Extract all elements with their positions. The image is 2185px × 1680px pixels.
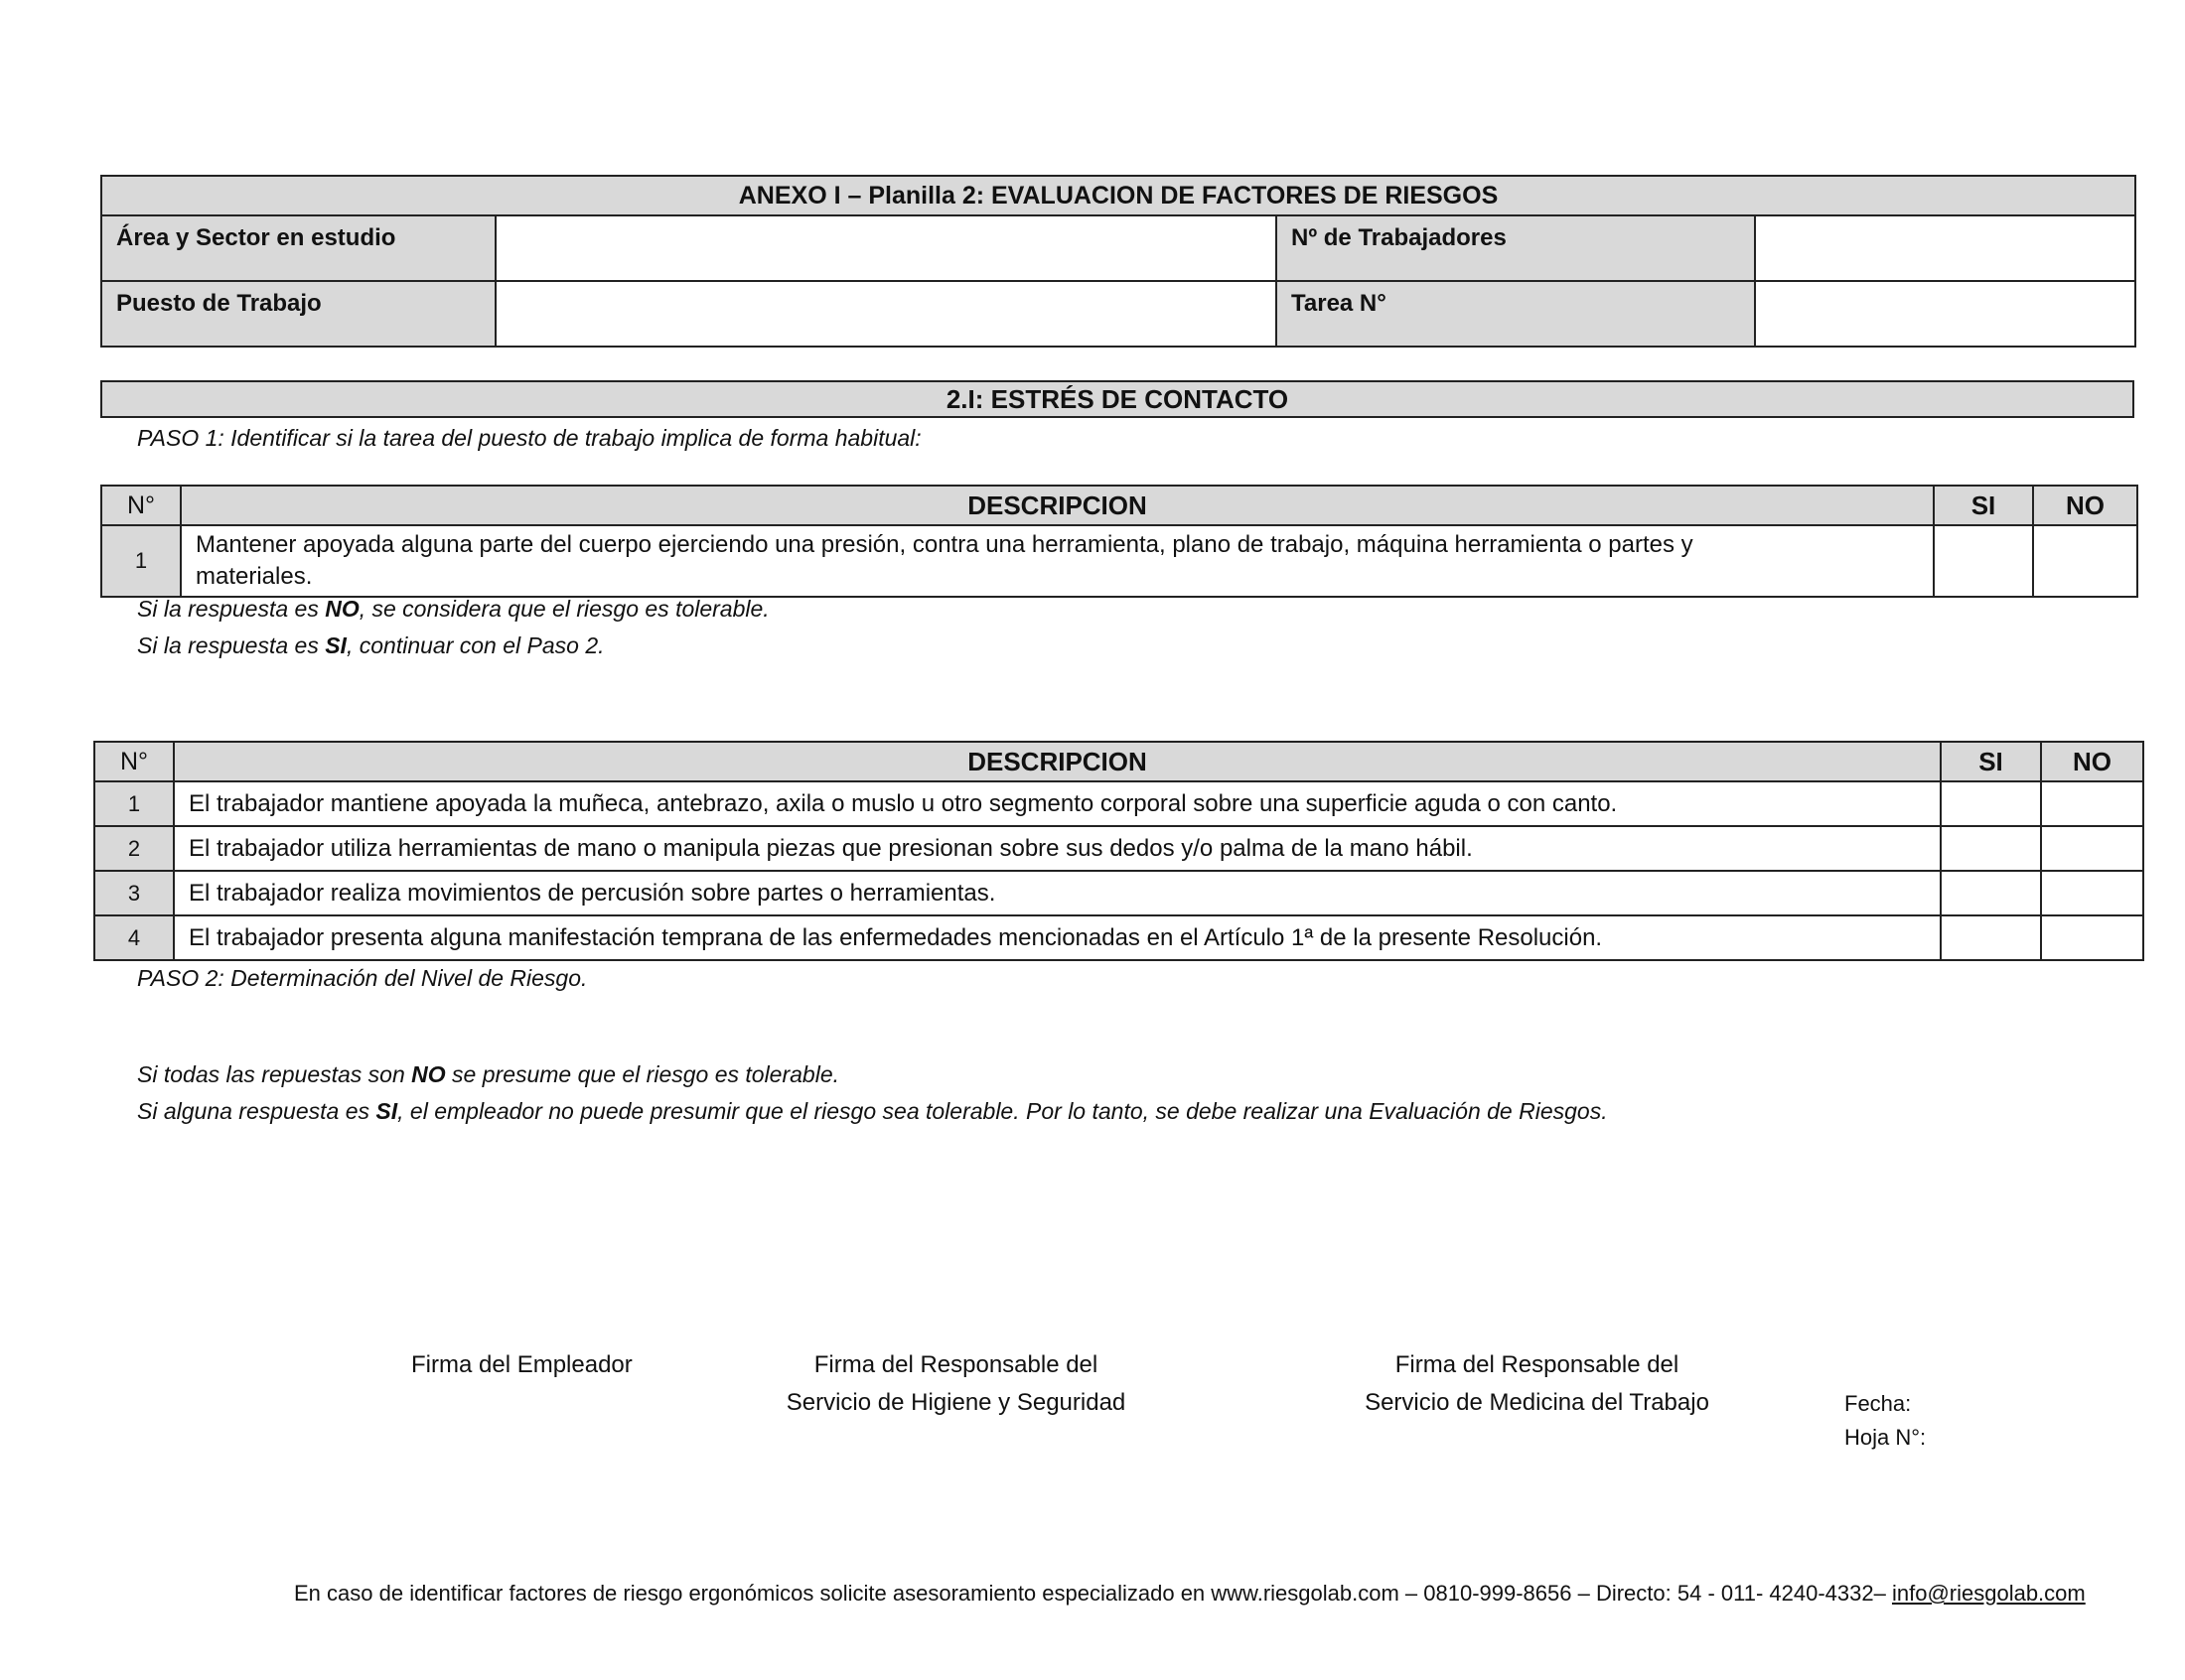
step2-note-no: Si todas las repuestas son NO se presume que el riesgo es tolerable. [137,1061,840,1087]
med-signature-line1: Firma del Responsable del [1394,1351,1679,1378]
table-row [94,781,2143,826]
row-number: 1 [94,781,174,826]
row-number: 3 [94,871,174,915]
task-label: Tarea N° [1276,281,1755,347]
workers-field[interactable] [1755,215,2135,281]
step1-note-si: Si la respuesta es SI, continuar con el Paso 2. [137,632,605,658]
no-checkbox-cell[interactable] [2041,826,2143,871]
row-number: 2 [94,826,174,871]
row-description [181,525,1934,597]
area-label: Área y Sector en estudio [101,215,496,281]
step2-instruction: PASO 2: Determinación del Nivel de Riesgo. [137,965,588,991]
annex-title: ANEXO I – Planilla 2: EVALUACION DE FACTORES DE RIESGOS [101,176,2135,215]
col-si-header: SI [1941,742,2041,781]
post-field[interactable] [496,281,1276,347]
step1-instruction: PASO 1: Identificar si la tarea del puesto de trabajo implica de forma habitual: [137,425,922,451]
no-checkbox-cell[interactable] [2041,781,2143,826]
table-row [94,871,2143,915]
date-info [1844,1387,1926,1455]
hs-signature-label [775,1346,1137,1422]
med-signature-line2: Servicio de Medicina del Trabajo [1365,1389,1709,1416]
med-signature-label [1351,1346,1723,1422]
footer-contact: En caso de identificar factores de riesgo ergonómicos solicite asesoramiento especializado en www.riesgolab.com – 0810-999-8656 – Directo: 54 - 011- 4240-4332– [294,1581,1886,1606]
col-number-header: N° [101,486,181,525]
col-si-header: SI [1934,486,2033,525]
step2-table [93,741,2144,961]
row-description-line2: materiales. [196,563,313,590]
step1-note-no: Si la respuesta es NO, se considera que el riesgo es tolerable. [137,596,770,622]
row-description: El trabajador mantiene apoyada la muñeca, antebrazo, axila o muslo u otro segmento corporal sobre una superficie aguda o con canto. [174,781,1941,826]
col-description-header: DESCRIPCION [181,486,1934,525]
area-field[interactable] [496,215,1276,281]
footer-text [294,1581,2086,1607]
workers-label: Nº de Trabajadores [1276,215,1755,281]
row-description-line1: Mantener apoyada alguna parte del cuerpo ejerciendo una presión, contra una herramienta, plano de trabajo, máquina herramienta o partes y [196,531,1693,558]
table-row [101,525,2137,597]
section-title: 2.I: ESTRÉS DE CONTACTO [101,381,2133,417]
no-checkbox-cell[interactable] [2033,525,2137,597]
hs-signature-line2: Servicio de Higiene y Seguridad [786,1389,1126,1416]
col-no-header: NO [2041,742,2143,781]
si-checkbox-cell[interactable] [1941,826,2041,871]
si-checkbox-cell[interactable] [1941,871,2041,915]
step2-note-si: Si alguna respuesta es SI, el empleador no puede presumir que el riesgo sea tolerable. Por lo tanto, se debe realizar una Evaluación de Riesgos. [137,1098,1608,1124]
row-description: El trabajador realiza movimientos de percusión sobre partes o herramientas. [174,871,1941,915]
no-checkbox-cell[interactable] [2041,915,2143,960]
col-description-header: DESCRIPCION [174,742,1941,781]
fecha-label: Fecha: [1844,1391,1912,1416]
table-row [94,915,2143,960]
row-description: El trabajador presenta alguna manifestación temprana de las enfermedades mencionadas en el Artículo 1ª de la presente Resolución. [174,915,1941,960]
row-number: 1 [101,525,181,597]
post-label: Puesto de Trabajo [101,281,496,347]
col-no-header: NO [2033,486,2137,525]
si-checkbox-cell[interactable] [1941,781,2041,826]
footer-email-link[interactable]: info@riesgolab.com [1891,1581,2086,1606]
row-number: 4 [94,915,174,960]
hoja-label: Hoja N°: [1844,1425,1927,1450]
si-checkbox-cell[interactable] [1941,915,2041,960]
step1-table [100,485,2138,598]
task-field[interactable] [1755,281,2135,347]
row-description: El trabajador utiliza herramientas de mano o manipula piezas que presionan sobre sus dedos y/o palma de la mano hábil. [174,826,1941,871]
si-checkbox-cell[interactable] [1934,525,2033,597]
section-bar [100,380,2134,418]
header-table [100,175,2136,348]
hs-signature-line1: Firma del Responsable del [813,1351,1098,1378]
employer-signature-label: Firma del Empleador [411,1351,633,1378]
col-number-header: N° [94,742,174,781]
no-checkbox-cell[interactable] [2041,871,2143,915]
table-row [94,826,2143,871]
